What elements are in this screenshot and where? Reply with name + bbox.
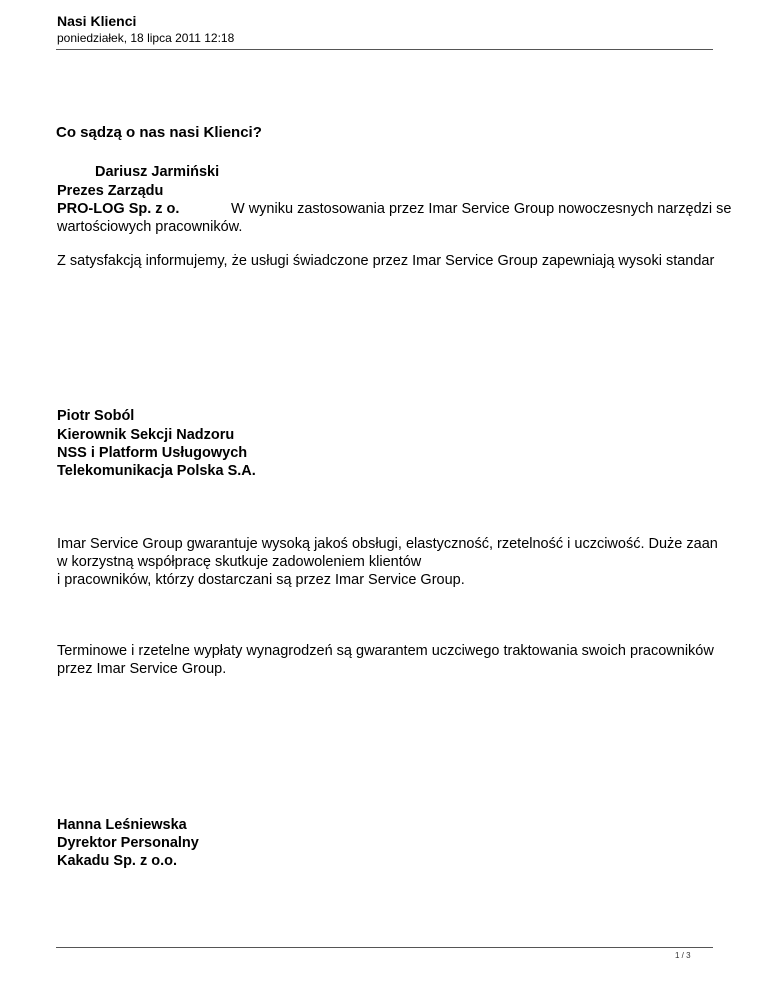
testimonial-2-text-line-3: i pracowników, którzy dostarczani są przez Imar Service Group.: [57, 572, 465, 588]
testimonial-3-name: Hanna Leśniewska: [57, 817, 187, 833]
testimonial-1-position: Prezes Zarządu: [57, 183, 164, 199]
section-heading: Co sądzą o nas nasi Klienci?: [56, 124, 262, 141]
testimonial-1-name: Dariusz Jarmiński: [95, 164, 220, 180]
testimonial-2-company: Telekomunikacja Polska S.A.: [57, 463, 256, 479]
testimonial-1-text-line-2: wartościowych pracowników.: [57, 219, 243, 235]
testimonial-2-position: Kierownik Sekcji Nadzoru: [57, 427, 235, 443]
testimonial-3-position: Dyrektor Personalny: [57, 835, 199, 851]
footer-divider: [56, 947, 713, 948]
testimonial-3-company: Kakadu Sp. z o.o.: [57, 853, 178, 869]
testimonial-2-name: Piotr Soból: [57, 408, 135, 424]
testimonial-1-text-line-3: Z satysfakcją informujemy, że usługi świadczone przez Imar Service Group zapewniają wysoki standar: [57, 253, 715, 269]
testimonial-2-text-line-2: w korzystną współpracę skutkuje zadowoleniem klientów: [57, 554, 422, 570]
page-number: 1 / 3: [675, 951, 691, 960]
header-divider: [56, 49, 713, 50]
testimonial-2-text-line-4: Terminowe i rzetelne wypłaty wynagrodzeń są gwarantem uczciwego traktowania swoich pracowników: [57, 643, 714, 659]
testimonial-1-company: PRO-LOG Sp. z o.: [57, 201, 180, 217]
testimonial-1-text-line-1: W wyniku zastosowania przez Imar Service Group nowoczesnych narzędzi se: [231, 201, 732, 217]
page-header-date: poniedziałek, 18 lipca 2011 12:18: [57, 31, 235, 45]
testimonial-2-text-line-1: Imar Service Group gwarantuje wysoką jakoś obsługi, elastyczność, rzetelność i uczciwość. Duże zaan: [57, 536, 718, 552]
testimonial-2-department: NSS i Platform Usługowych: [57, 445, 248, 461]
testimonial-2-text-line-5: przez Imar Service Group.: [57, 661, 227, 677]
page-header-title: Nasi Klienci: [57, 13, 137, 29]
